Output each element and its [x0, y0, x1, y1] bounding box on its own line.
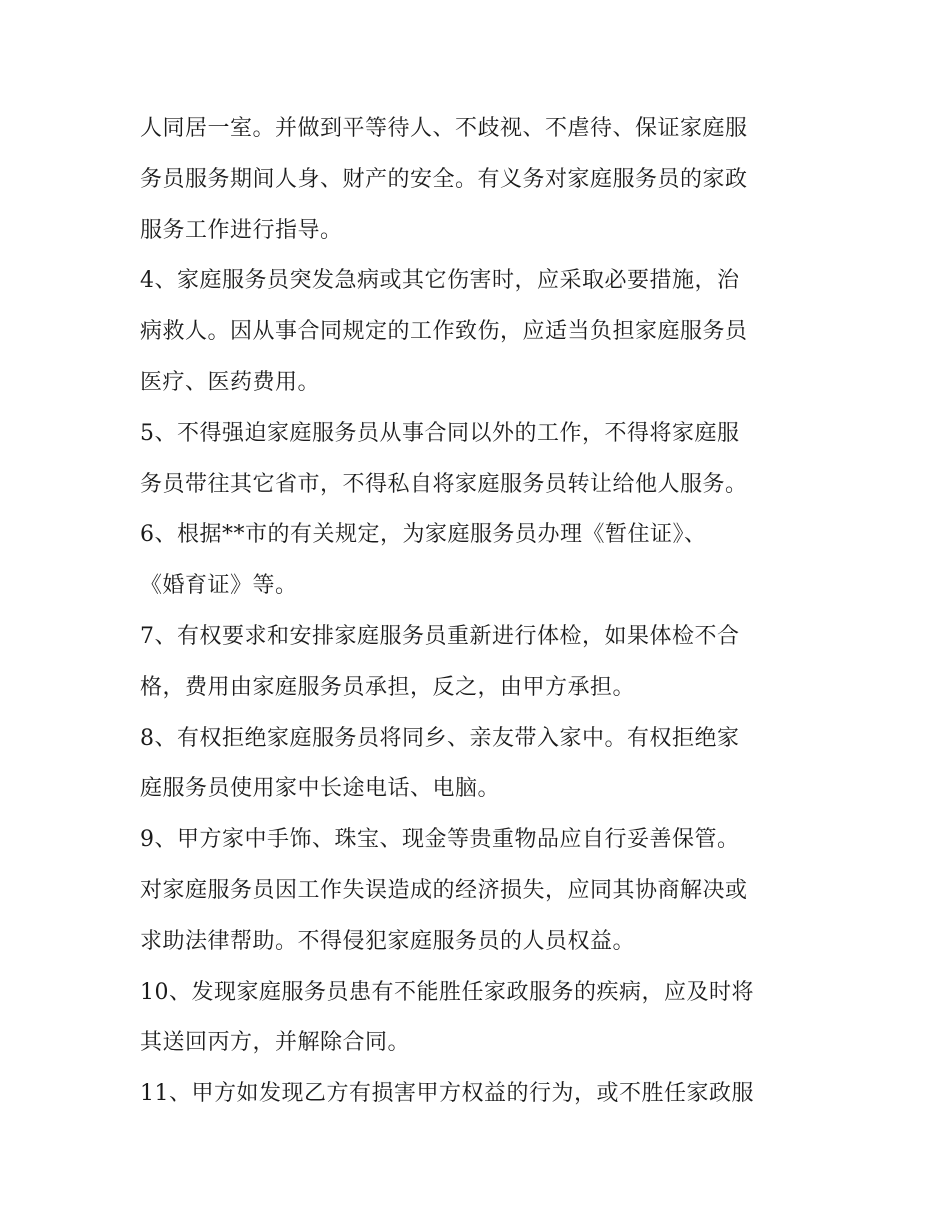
text-line: 病救人。因从事合同规定的工作致伤，应适当负担家庭服务员 [140, 319, 748, 345]
text-line: 务员服务期间人身、财产的安全。有义务对家庭服务员的家政 [140, 166, 748, 192]
text-line: 8、有权拒绝家庭服务员将同乡、亲友带入家中。有权拒绝家 [140, 725, 740, 751]
text-line: 7、有权要求和安排家庭服务员重新进行体检，如果体检不合 [140, 623, 740, 649]
text-line: 4、家庭服务员突发急病或其它伤害时，应采取必要措施，治 [140, 268, 740, 294]
text-line: 《婚育证》等。 [140, 573, 298, 599]
text-line: 人同居一室。并做到平等待人、不歧视、不虐待、保证家庭服 [140, 116, 748, 141]
text-line: 医疗、医药费用。 [140, 369, 321, 395]
text-line: 庭服务员使用家中长途电话、电脑。 [140, 776, 501, 802]
text-line: 5、不得强迫家庭服务员从事合同以外的工作，不得将家庭服 [140, 420, 740, 446]
text-line: 9、甲方家中手饰、珠宝、现金等贵重物品应自行妥善保管。 [140, 827, 740, 853]
text-line: 格，费用由家庭服务员承担，反之，由甲方承担。 [140, 674, 636, 700]
text-line: 11、甲方如发现乙方有损害甲方权益的行为，或不胜任家政服 [140, 1081, 754, 1107]
text-line: 对家庭服务员因工作失误造成的经济损失，应同其协商解决或 [140, 877, 748, 903]
document-body [140, 104, 820, 1120]
text-line: 6、根据**市的有关规定，为家庭服务员办理《暂住证》、 [140, 522, 707, 548]
text-line: 服务工作进行指导。 [140, 217, 343, 243]
text-line: 求助法律帮助。不得侵犯家庭服务员的人员权益。 [140, 928, 636, 954]
text-line: 务员带往其它省市，不得私自将家庭服务员转让给他人服务。 [140, 471, 748, 497]
text-line: 其送回丙方，并解除合同。 [140, 1030, 411, 1056]
text-line: 10、发现家庭服务员患有不能胜任家政服务的疾病，应及时将 [140, 979, 754, 1005]
